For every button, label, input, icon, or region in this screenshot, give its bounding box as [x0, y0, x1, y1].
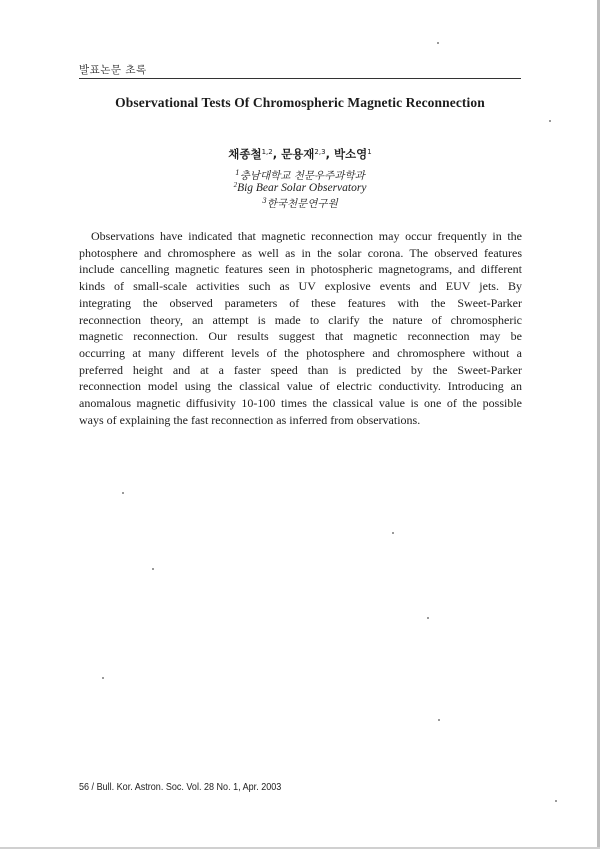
author-affiliation-mark: 1 — [367, 148, 372, 156]
affiliation-mark: 1 — [235, 169, 240, 177]
scan-speck — [438, 719, 440, 721]
author-name: 박소영 — [333, 147, 368, 161]
author-name: 채종철 — [228, 147, 262, 161]
scan-speck — [437, 42, 439, 44]
affiliation-text: 충남대학교 천문우주과학과 — [239, 170, 365, 182]
affiliation-mark: 2 — [233, 181, 238, 189]
scan-speck — [549, 120, 551, 122]
abstract-line: kinds of small-scale activities such as UV explosive events and EUV jets. By — [79, 279, 522, 294]
author-affiliation-mark: 2,3 — [314, 148, 326, 156]
abstract-line: include cancelling magnetic features seen in photospheric magnetograms, and different — [79, 262, 522, 277]
affiliation-text: Big Bear Solar Observatory — [237, 182, 367, 194]
abstract-line: reconnection theory, an attempt is made to clarify the nature of chromospheric — [79, 312, 522, 327]
footer-citation: 56 / Bull. Kor. Astron. Soc. Vol. 28 No. 1, Apr. 2003 — [79, 781, 282, 793]
section-label: 발표논문 초록 — [79, 64, 147, 76]
affiliation-text: 한국천문연구원 — [266, 198, 338, 210]
scan-speck — [102, 677, 104, 679]
abstract-line: reconnection model using the classical value of electric conductivity. Introducing an — [79, 379, 522, 394]
abstract-line: Observations have indicated that magnetic reconnection may occur frequently in the — [91, 229, 522, 243]
author-name: 문용재 — [281, 147, 315, 161]
scan-speck — [555, 800, 557, 802]
paper-title: Observational Tests Of Chromospheric Magnetic Reconnection — [115, 95, 485, 110]
abstract-line: preferred height and at a faster speed than is predicted by the Sweet-Parker — [79, 362, 522, 377]
abstract — [79, 228, 522, 428]
scan-speck — [122, 492, 124, 494]
affiliation-mark: 3 — [262, 197, 267, 205]
author-affiliation-mark: 1,2 — [261, 148, 273, 156]
author-separator: , — [325, 147, 334, 161]
author-list — [79, 146, 521, 162]
scan-speck — [392, 532, 394, 534]
scan-speck — [427, 617, 429, 619]
scan-speck — [152, 568, 154, 570]
abstract-line: magnetic reconnection. Our results suggest that magnetic reconnection may be — [79, 329, 522, 344]
abstract-line: ways of explaining the fast reconnection as inferred from observations. — [79, 412, 421, 427]
affiliation-1 — [79, 168, 521, 183]
affiliation-3 — [79, 196, 521, 211]
abstract-line: integrating the observed parameters of these features with the Sweet-Parker — [79, 295, 522, 310]
abstract-line: occurring at many different levels of the photosphere and chromosphere without a — [79, 345, 522, 360]
author-separator: , — [272, 147, 282, 161]
affiliation-2 — [79, 182, 521, 194]
abstract-line: anomalous magnetic diffusivity 10-100 times the classical value is one of the possible — [79, 396, 522, 411]
header-rule — [79, 78, 521, 79]
abstract-line: photosphere and chromosphere as well as in the solar corona. The observed features — [79, 245, 522, 260]
